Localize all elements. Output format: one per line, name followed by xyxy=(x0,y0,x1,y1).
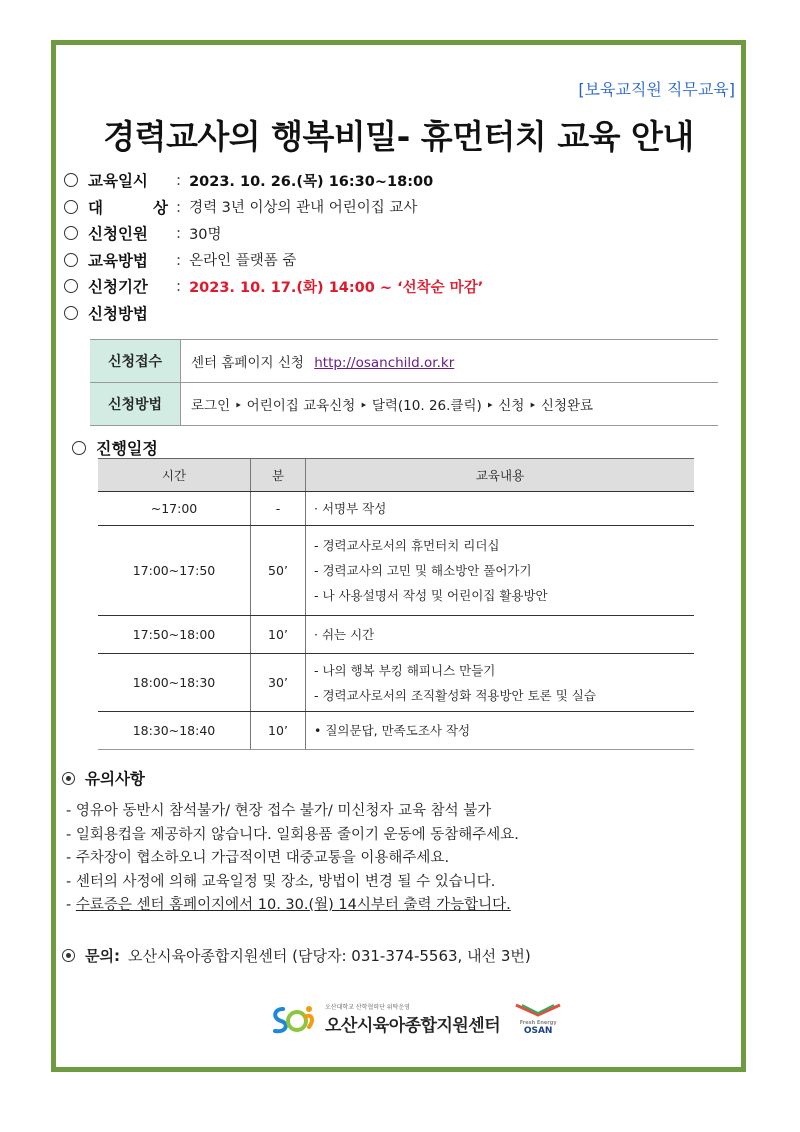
content-line: - 경력교사로서의 조직활성화 적용방안 토론 및 실습 xyxy=(314,687,596,703)
content-cell xyxy=(306,616,695,654)
dotted-circle-bullet-icon xyxy=(62,949,75,962)
minutes-cell: 10’ xyxy=(251,616,306,654)
application-steps: 로그인 ‣ 어린이집 교육신청 ‣ 달력(10. 26.클릭) ‣ 신청 ‣ 신청완료 xyxy=(181,383,719,426)
table-row xyxy=(98,526,694,616)
colon: : xyxy=(176,250,182,269)
dotted-circle-bullet-icon xyxy=(62,772,75,785)
application-table xyxy=(90,339,718,426)
info-item-how-to-apply xyxy=(64,300,483,327)
circle-bullet-icon xyxy=(64,279,78,293)
info-item-period xyxy=(64,273,483,300)
time-cell: ~17:00 xyxy=(98,492,251,526)
city-tagline: Fresh Energy xyxy=(519,1019,557,1026)
content-line: • 질의문답, 만족도조사 작성 xyxy=(314,723,471,738)
content-line: · 쉬는 시간 xyxy=(314,627,375,642)
note-item-certificate: - 수료증은 센터 홈페이지에서 10. 30.(월) 14시부터 출력 가능합니다. xyxy=(66,897,511,913)
application-header: 신청접수 xyxy=(90,340,181,383)
schedule-header-row xyxy=(98,459,694,492)
info-item-capacity xyxy=(64,220,483,247)
logo-name: 오산시육아종합지원센터 xyxy=(325,1016,501,1036)
label-part: 상 xyxy=(153,198,168,217)
table-row xyxy=(98,616,694,654)
contact-info xyxy=(62,945,531,966)
info-item-method xyxy=(64,247,483,274)
colon: : xyxy=(176,171,182,190)
info-item-date xyxy=(64,167,483,194)
info-label xyxy=(88,196,168,218)
circle-bullet-icon xyxy=(64,226,78,240)
info-value: 온라인 플랫폼 줌 xyxy=(189,253,297,270)
application-row xyxy=(90,383,718,426)
document-frame xyxy=(51,40,746,1072)
logo-text xyxy=(325,1002,500,1036)
content-line: - 경력교사의 고민 및 해소방안 풀어가기 xyxy=(314,563,532,578)
info-value: 30명 xyxy=(189,226,222,243)
minutes-cell: 50’ xyxy=(251,526,306,616)
content-cell xyxy=(306,654,695,712)
footer-logo xyxy=(271,1002,562,1036)
osan-city-logo xyxy=(514,1003,562,1036)
minutes-cell: 30’ xyxy=(251,654,306,712)
column-header: 시간 xyxy=(98,459,251,492)
info-label: 교육일시 xyxy=(88,172,148,191)
info-label: 교육방법 xyxy=(88,251,148,270)
notes-title-text: 유의사항 xyxy=(85,770,145,788)
info-label: 신청기간 xyxy=(88,278,148,297)
colon: : xyxy=(176,197,182,216)
colon: : xyxy=(176,277,182,296)
column-header: 분 xyxy=(251,459,306,492)
content-cell xyxy=(306,492,695,526)
homepage-link[interactable]: http://osanchild.or.kr xyxy=(314,355,455,371)
content-line: - 나의 행복 부킹 해피니스 만들기 xyxy=(314,662,496,678)
schedule-title-text: 진행일정 xyxy=(96,439,158,458)
circle-bullet-icon xyxy=(64,253,78,267)
notes-title xyxy=(62,767,145,789)
time-cell: 17:50~18:00 xyxy=(98,616,251,654)
info-label: 신청방법 xyxy=(88,304,148,323)
application-row xyxy=(90,340,718,383)
info-value: 2023. 10. 26.(목) 16:30~18:00 xyxy=(189,173,434,190)
time-cell: 17:00~17:50 xyxy=(98,526,251,616)
circle-bullet-icon xyxy=(64,200,78,214)
circle-bullet-icon xyxy=(72,441,86,455)
label-part: 대 xyxy=(88,198,103,217)
table-row xyxy=(98,492,694,526)
minutes-cell: 10’ xyxy=(251,712,306,750)
osan-wings-icon xyxy=(514,1003,562,1017)
table-row xyxy=(98,654,694,712)
center-logo-icon xyxy=(271,1003,319,1035)
column-header: 교육내용 xyxy=(306,459,695,492)
circle-bullet-icon xyxy=(64,173,78,187)
note-item: - 주차장이 협소하오니 가급적이면 대중교통을 이용해주세요. xyxy=(66,850,450,866)
schedule-title xyxy=(72,436,158,459)
deadline-value: 2023. 10. 17.(화) 14:00 ~ ‘선착순 마감’ xyxy=(189,279,484,296)
content-line: · 서명부 작성 xyxy=(314,501,387,516)
colon: : xyxy=(176,224,182,243)
application-header: 신청방법 xyxy=(90,383,181,426)
application-text: 센터 홈페이지 신청 xyxy=(191,355,304,371)
content-cell xyxy=(306,526,695,616)
minutes-cell: - xyxy=(251,492,306,526)
content-cell xyxy=(306,712,695,750)
time-cell: 18:00~18:30 xyxy=(98,654,251,712)
time-cell: 18:30~18:40 xyxy=(98,712,251,750)
application-cell xyxy=(181,340,719,383)
logo-subtitle: 오산대학교 산학협력단 위탁운영 xyxy=(325,1004,410,1011)
info-list xyxy=(64,167,483,326)
content-line: - 나 사용설명서 작성 및 어린이집 활용방안 xyxy=(314,588,548,603)
note-item: - 영유아 동반시 참석불가/ 현장 접수 불가/ 미신청자 교육 참석 불가 xyxy=(66,803,492,819)
notes-list xyxy=(66,799,519,917)
page-title: 경력교사의 행복비밀- 휴먼터치 교육 안내 xyxy=(103,117,694,156)
info-item-target xyxy=(64,194,483,221)
certificate-note: 수료증은 센터 홈페이지에서 10. 30.(월) 14시부터 출력 가능합니다. xyxy=(75,897,511,913)
contact-text: 오산시육아종합지원센터 (담당자: 031-374-5563, 내선 3번) xyxy=(127,947,531,965)
info-label: 신청인원 xyxy=(88,225,148,244)
circle-bullet-icon xyxy=(64,306,78,320)
info-value: 경력 3년 이상의 관내 어린이집 교사 xyxy=(189,200,418,217)
category-tag: [보육교직원 직무교육] xyxy=(578,80,735,99)
content-line: - 경력교사로서의 휴먼터치 리더십 xyxy=(314,538,500,553)
city-name: OSAN xyxy=(523,1025,553,1036)
schedule-table xyxy=(98,458,694,750)
contact-label: 문의: xyxy=(85,947,120,965)
note-item: - 센터의 사정에 의해 교육일정 및 장소, 방법이 변경 될 수 있습니다. xyxy=(66,873,496,890)
note-item: - 일회용컵을 제공하지 않습니다. 일회용품 줄이기 운동에 동참해주세요. xyxy=(66,826,519,843)
table-row xyxy=(98,712,694,750)
